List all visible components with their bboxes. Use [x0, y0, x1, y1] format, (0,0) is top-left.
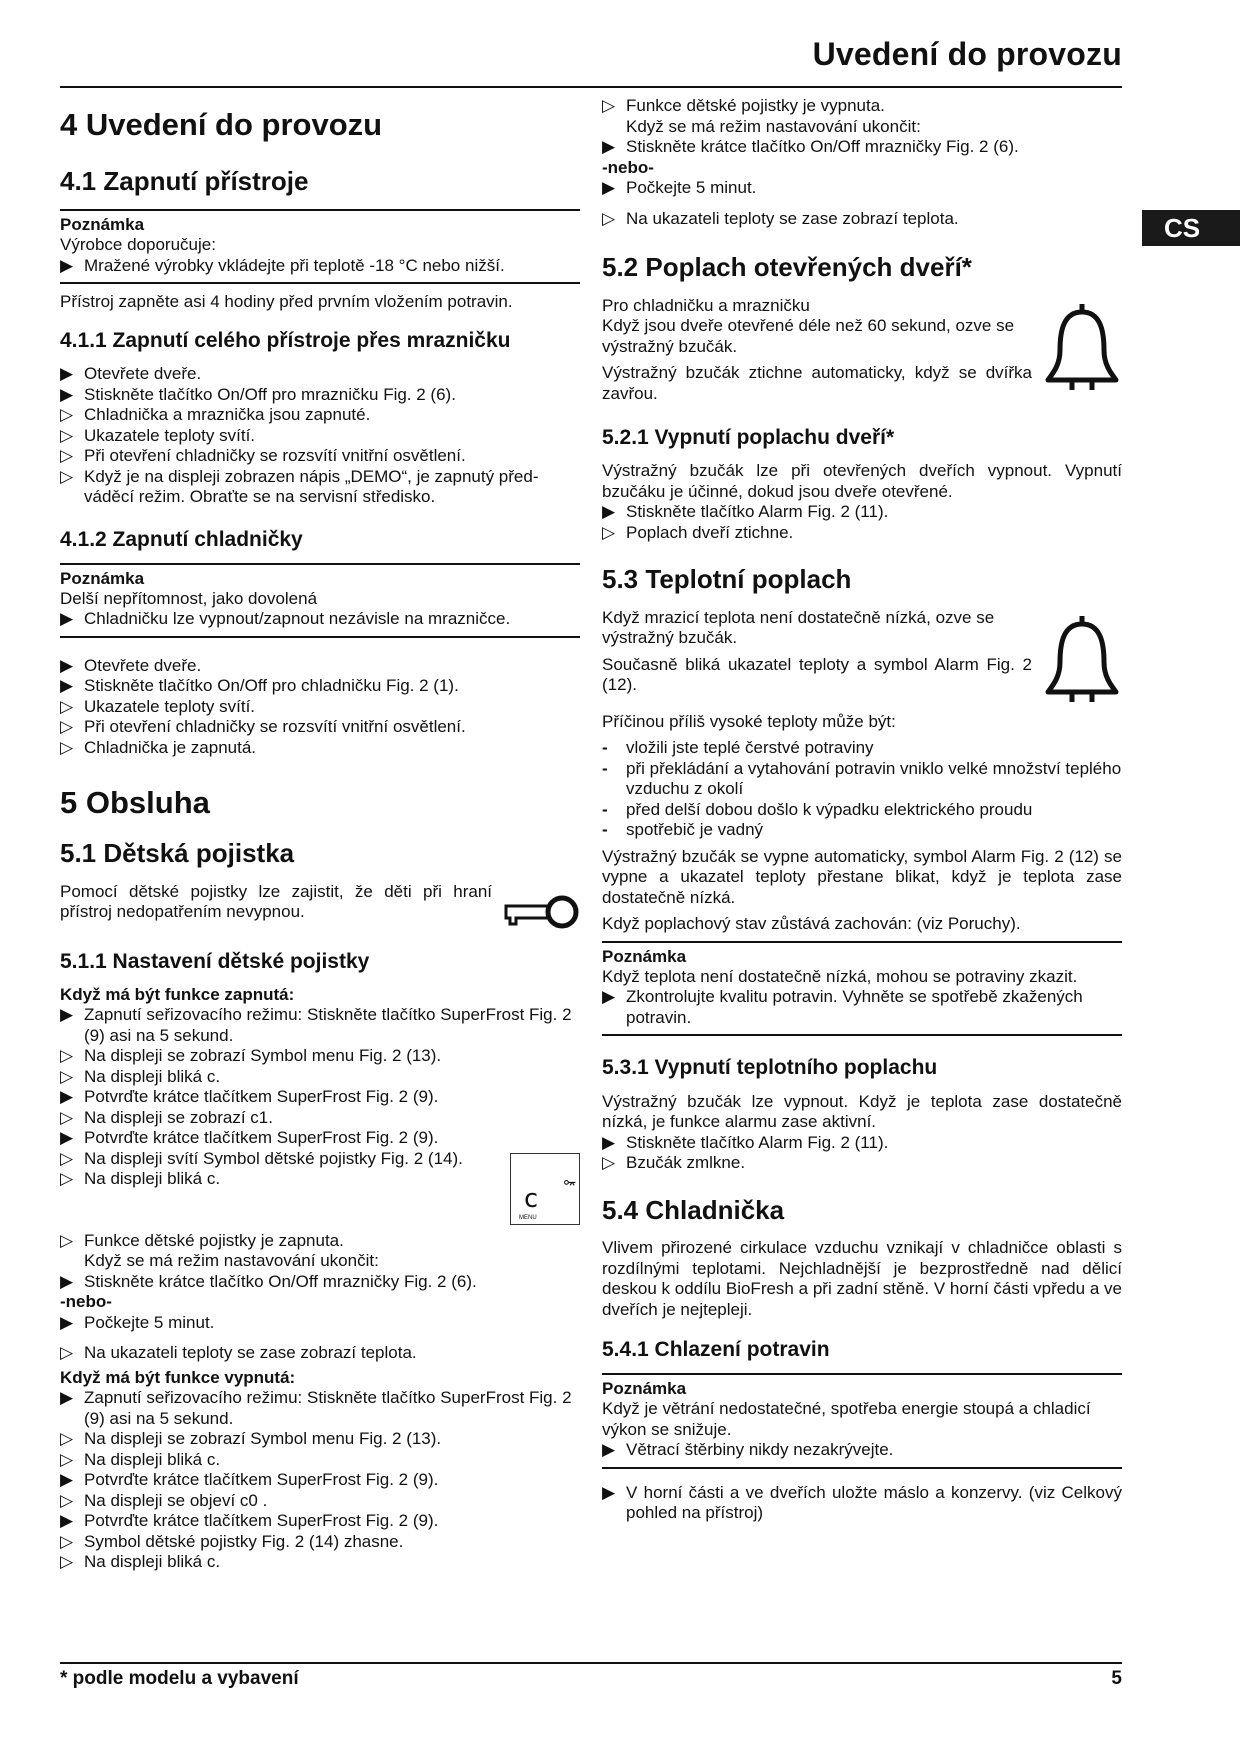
step-list [60, 364, 580, 508]
bell-icon [1042, 612, 1122, 708]
list-item-text: Otevřete dveře. [84, 364, 202, 384]
list-item [60, 1169, 500, 1190]
result-arrow-icon: ▷ [60, 1169, 74, 1189]
list-item-text: Na displeji svítí Symbol dětské pojistky Fig. 2 (14). [84, 1148, 463, 1168]
note-box [60, 209, 580, 284]
paragraph: Když se má režim nastavování ukončit: [84, 1251, 379, 1271]
list-item [60, 609, 580, 630]
list-item [60, 446, 580, 467]
action-arrow-icon: ▶ [60, 1312, 74, 1332]
step-list [60, 1313, 580, 1334]
list-item [602, 137, 1122, 158]
action-arrow-icon: ▶ [602, 178, 616, 197]
running-header-title: Uvedení do provozu [812, 36, 1122, 72]
action-arrow-icon: ▶ [602, 1482, 616, 1502]
result-arrow-icon: ▷ [60, 1531, 74, 1551]
section-5-2-1-title: 5.2.1 Vypnutí poplachu dveří* [602, 426, 895, 449]
list-item-text: Ukazatele teploty svítí. [84, 425, 256, 445]
list-item [60, 256, 580, 277]
result-arrow-icon: ▷ [60, 1343, 74, 1363]
list-item-text: Na displeji bliká c. [84, 1169, 221, 1189]
section-4-1-1-title: 4.1.1 Zapnutí celého přístroje přes mrazničku [60, 328, 511, 352]
step-list [602, 178, 1122, 199]
result-arrow-icon: ▷ [602, 522, 616, 542]
note-title: Poznámka [602, 946, 687, 966]
paragraph: Příčinou příliš vysoké teploty může být: [602, 711, 896, 731]
result-arrow-icon: ▷ [602, 96, 616, 115]
list-item-text: Stiskněte tlačítko Alarm Fig. 2 (11). [626, 1132, 889, 1152]
note-box [602, 941, 1122, 1037]
result-arrow-icon: ▷ [60, 1449, 74, 1469]
list-item [60, 656, 580, 677]
note-box [60, 563, 580, 638]
list-item [60, 1231, 580, 1252]
or-label: -nebo- [602, 157, 654, 177]
list-item-text: Chladnička je zapnutá. [84, 737, 257, 757]
key-icon [502, 892, 580, 932]
list-item-text: Počkejte 5 minut. [626, 178, 757, 197]
list-item-text: Na displeji se zobrazí c1. [84, 1107, 273, 1127]
action-arrow-icon: ▶ [60, 609, 74, 629]
list-item-text: Na displeji se objeví c0 . [84, 1490, 268, 1510]
list-item-text: Větrací štěrbiny nikdy nezakrývejte. [626, 1440, 894, 1460]
list-item [602, 1483, 1122, 1524]
action-arrow-icon: ▶ [602, 1440, 616, 1460]
list-item-text: Počkejte 5 minut. [84, 1312, 215, 1332]
note-box [602, 1373, 1122, 1469]
result-arrow-icon: ▷ [60, 737, 74, 757]
result-arrow-icon: ▷ [60, 425, 74, 445]
step-list [60, 1343, 580, 1364]
list-item [602, 800, 1122, 821]
note-text: Když je větrání nedostatečné, spotřeba energie stoupá a chladicí výkon se snižuje. [602, 1399, 1091, 1439]
note-title: Poznámka [602, 1379, 687, 1399]
section-5-3-1-title: 5.3.1 Vypnutí teplotního poplachu [602, 1056, 938, 1080]
step-list [60, 656, 580, 759]
list-item [60, 717, 580, 738]
footer-note: * podle modelu a vybavení [60, 1668, 299, 1689]
paragraph: Když poplachový stav zůstává zachován: (viz Poruchy). [602, 914, 1021, 934]
dash-bullet: - [602, 820, 608, 840]
language-tab: CS [1142, 210, 1240, 246]
action-arrow-icon: ▶ [60, 1511, 74, 1531]
list-item-text: Symbol dětské pojistky Fig. 2 (14) zhasne. [84, 1531, 404, 1551]
list-item [602, 209, 1122, 230]
action-arrow-icon: ▶ [60, 655, 74, 675]
paragraph: Když se má režim nastavování ukončit: [626, 116, 921, 136]
dash-bullet: - [602, 799, 608, 819]
result-arrow-icon: ▷ [602, 208, 616, 228]
paragraph: Výstražný bzučák lze vypnout. Když je teplota zase dostatečně nízká, je funkce alarmu zase aktivní. [602, 1091, 1122, 1132]
paragraph: Současně bliká ukazatel teploty a symbol Alarm Fig. 2 (12). [602, 654, 1032, 695]
list-item [60, 1149, 500, 1170]
note-text: Delší nepřítomnost, jako dovolená [60, 588, 318, 608]
list-item [602, 502, 1122, 523]
note-text: Výrobce doporučuje: [60, 235, 216, 255]
list-item [60, 1272, 580, 1293]
list-item-text: Na ukazateli teploty se zase zobrazí teplota. [84, 1343, 417, 1363]
list-item [60, 1470, 580, 1491]
list-item [60, 364, 580, 385]
list-item-text: Zapnutí seřizovacího režimu: Stiskněte tlačítko SuperFrost Fig. 2 (9) asi na 5 sekund. [84, 1388, 572, 1428]
result-arrow-icon: ▷ [60, 696, 74, 716]
result-arrow-icon: ▷ [60, 1490, 74, 1510]
section-5-1-title: 5.1 Dětská pojistka [60, 838, 295, 869]
action-arrow-icon: ▶ [60, 364, 74, 384]
paragraph: Výstražný bzučák lze při otevřených dveřích vypnout. Vypnutí bzučáku je účinné, dokud jsou dveře otevřené. [602, 461, 1122, 501]
action-arrow-icon: ▶ [60, 1271, 74, 1291]
section-4-1-2-title: 4.1.2 Zapnutí chladničky [60, 527, 303, 551]
paragraph: Výstražný bzučák se vypne automaticky, symbol Alarm Fig. 2 (12) se vypne a ukazatel teploty přestane blikat, když je teplota zase dostatečně nízká. [602, 846, 1122, 907]
list-item [602, 1153, 1122, 1174]
list-item [602, 1133, 1122, 1154]
result-arrow-icon: ▷ [60, 405, 74, 425]
list-item [60, 1532, 580, 1553]
section-5-3-title: 5.3 Teplotní poplach [602, 564, 852, 595]
list-item-text: Na displeji bliká c. [84, 1449, 221, 1469]
list-item [60, 1005, 580, 1046]
list-item [60, 1087, 580, 1108]
list-item-text: Potvrďte krátce tlačítkem SuperFrost Fig. 2 (9). [84, 1087, 439, 1107]
list-item [60, 1511, 580, 1532]
or-label: -nebo- [60, 1292, 112, 1312]
step-list [60, 1149, 500, 1190]
paragraph: Pomocí dětské pojistky lze zajistit, že děti při hraní přístroj nedopatřením nevypnou. [60, 881, 492, 922]
list-item-text: Potvrďte krátce tlačítkem SuperFrost Fig. 2 (9). [84, 1470, 439, 1490]
list-item-text: Otevřete dveře. [84, 655, 202, 675]
list-item-text: Na ukazateli teploty se zase zobrazí teplota. [626, 208, 959, 228]
list-item-text: při překládání a vytahování potravin vniklo velké množství teplého vzduchu z okolí [626, 758, 1122, 799]
list-item [602, 820, 1122, 841]
list-item-text: Ukazatele teploty svítí. [84, 696, 256, 716]
display-illustration [510, 1153, 580, 1225]
result-arrow-icon: ▷ [60, 1107, 74, 1127]
cause-list [602, 738, 1122, 841]
list-item-text: Poplach dveří ztichne. [626, 522, 794, 542]
result-arrow-icon: ▷ [60, 466, 74, 486]
note-title: Poznámka [60, 215, 145, 235]
result-arrow-icon: ▷ [60, 1066, 74, 1086]
list-item [60, 1552, 580, 1573]
list-item [60, 1313, 580, 1334]
list-item-text: Stiskněte tlačítko Alarm Fig. 2 (11). [626, 502, 889, 522]
list-item-text: Při otevření chladničky se rozsvítí vnitřní osvětlení. [84, 717, 466, 737]
list-item-text: Při otevření chladničky se rozsvítí vnitřní osvětlení. [84, 446, 466, 466]
list-item [602, 759, 1122, 800]
paragraph: Vlivem přirozené cirkulace vzduchu vznikají v chladničce oblasti s rozdílnými teplotami. Nejchladnější je bezprostředně nad dělicí deskou k oddílu BioFresh a při zadní stěně. V horní části vpředu a ve dveřích je nejtepleji. [602, 1238, 1122, 1319]
action-arrow-icon: ▶ [60, 676, 74, 696]
step-list [602, 1483, 1122, 1524]
list-item-text: Stiskněte tlačítko On/Off pro chladničku Fig. 2 (1). [84, 676, 459, 696]
list-item [60, 405, 580, 426]
step-list [602, 137, 1122, 158]
list-item-text: Na displeji se zobrazí Symbol menu Fig. 2 (13). [84, 1429, 442, 1449]
list-item [60, 1343, 580, 1364]
list-item-text: Potvrďte krátce tlačítkem SuperFrost Fig. 2 (9). [84, 1128, 439, 1148]
list-item-text: Na displeji se zobrazí Symbol menu Fig. 2 (13). [84, 1046, 442, 1066]
step-list [602, 502, 1122, 543]
list-item [60, 467, 580, 508]
result-arrow-icon: ▷ [60, 717, 74, 737]
list-item [602, 1440, 1122, 1461]
action-arrow-icon: ▶ [60, 384, 74, 404]
paragraph: Přístroj zapněte asi 4 hodiny před prvním vložením potravin. [60, 292, 513, 312]
bell-icon [1042, 300, 1122, 396]
result-arrow-icon: ▷ [60, 1552, 74, 1572]
page-number: 5 [1111, 1668, 1122, 1689]
list-item-text: Na displeji bliká c. [84, 1066, 221, 1086]
section-5-2-title: 5.2 Poplach otevřených dveří* [602, 252, 972, 282]
footer-rule [60, 1662, 1122, 1664]
section-5-1-1-title: 5.1.1 Nastavení dětské pojistky [60, 949, 370, 973]
list-item-text: Zkontrolujte kvalitu potravin. Vyhněte se spotřebě zkažených potravin. [626, 987, 1083, 1027]
note-text: Když teplota není dostatečně nízká, mohou se potraviny zkazit. [602, 966, 1078, 986]
list-item-text: Zapnutí seřizovacího režimu: Stiskněte tlačítko SuperFrost Fig. 2 (9) asi na 5 sekund. [84, 1005, 572, 1045]
section-5-title: 5 Obsluha [60, 785, 210, 821]
list-item [602, 96, 1122, 117]
step-list [60, 1005, 580, 1149]
list-item-text: Bzučák zmlkne. [626, 1153, 746, 1173]
list-item [602, 523, 1122, 544]
c-symbol: c [523, 1183, 539, 1214]
list-item-text: Stiskněte krátce tlačítko On/Off mrazničky Fig. 2 (6). [626, 137, 1019, 156]
step-list [602, 1133, 1122, 1174]
section-5-4-1-title: 5.4.1 Chlazení potravin [602, 1338, 830, 1362]
right-column [602, 96, 1122, 1524]
list-item-text: spotřebič je vadný [626, 820, 764, 840]
list-item-text: vložili jste teplé čerstvé potraviny [626, 738, 874, 758]
step-list [60, 1388, 580, 1573]
section-4-title: 4 Uvedení do provozu [60, 107, 383, 142]
lock-symbol: ⚷ [562, 1177, 579, 1188]
dash-bullet: - [602, 738, 608, 758]
list-item-text: Funkce dětské pojistky je zapnuta. [84, 1230, 344, 1250]
list-item-text: V horní části a ve dveřích uložte máslo a konzervy. (viz Celkový pohled na přístroj) [626, 1482, 1122, 1523]
paragraph: Když jsou dveře otevřené déle než 60 sekund, ozve se výstražný bzučák. [602, 316, 1015, 356]
paragraph: Výstražný bzučák ztichne automaticky, když se dvířka zavřou. [602, 363, 1032, 403]
list-item [602, 178, 1122, 199]
result-arrow-icon: ▷ [60, 446, 74, 466]
note-title: Poznámka [60, 568, 145, 588]
result-arrow-icon: ▷ [60, 1148, 74, 1168]
dash-bullet: - [602, 758, 608, 778]
list-item [60, 1429, 580, 1450]
list-item [60, 676, 580, 697]
list-item-text: Mražené výrobky vkládejte při teplotě -18 °C nebo nižší. [84, 255, 505, 275]
list-item [60, 738, 580, 759]
list-item [60, 1108, 580, 1129]
action-arrow-icon: ▶ [60, 1087, 74, 1107]
list-item [60, 385, 580, 406]
list-item [60, 1491, 580, 1512]
action-arrow-icon: ▶ [60, 1128, 74, 1148]
list-item [602, 738, 1122, 759]
list-item [60, 1046, 580, 1067]
list-item-text: Funkce dětské pojistky je vypnuta. [626, 96, 885, 115]
action-arrow-icon: ▶ [602, 137, 616, 156]
list-item [60, 1067, 580, 1088]
list-item [60, 1388, 580, 1429]
paragraph: Když mrazicí teplota není dostatečně nízká, ozve se výstražný bzučák. [602, 607, 995, 648]
list-item-text: Stiskněte krátce tlačítko On/Off mrazničky Fig. 2 (6). [84, 1271, 477, 1291]
list-item-text: Stiskněte tlačítko On/Off pro mrazničku Fig. 2 (6). [84, 384, 456, 404]
subheading: Když má být funkce zapnutá: [60, 984, 295, 1004]
subheading: Když má být funkce vypnutá: [60, 1367, 296, 1387]
list-item [60, 1128, 580, 1149]
section-4-1-title: 4.1 Zapnutí přístroje [60, 165, 309, 196]
result-arrow-icon: ▷ [602, 1153, 616, 1173]
list-item-text: Potvrďte krátce tlačítkem SuperFrost Fig. 2 (9). [84, 1511, 439, 1531]
list-item-text: Chladnička a mraznička jsou zapnuté. [84, 405, 371, 425]
action-arrow-icon: ▶ [602, 502, 616, 522]
list-item [602, 987, 1122, 1028]
left-column [60, 96, 580, 1573]
list-item [60, 1450, 580, 1471]
action-arrow-icon: ▶ [60, 1388, 74, 1408]
action-arrow-icon: ▶ [602, 987, 616, 1007]
action-arrow-icon: ▶ [60, 1470, 74, 1490]
action-arrow-icon: ▶ [60, 255, 74, 275]
list-item-text: Na displeji bliká c. [84, 1552, 221, 1572]
step-list [602, 209, 1122, 230]
result-arrow-icon: ▷ [60, 1046, 74, 1066]
paragraph: Pro chladničku a mrazničku [602, 295, 810, 315]
header-rule [60, 86, 1122, 88]
list-item [60, 697, 580, 718]
section-5-4-title: 5.4 Chladnička [602, 1194, 785, 1225]
menu-label: MENU [519, 1214, 537, 1221]
result-arrow-icon: ▷ [60, 1429, 74, 1449]
step-list [60, 1231, 580, 1252]
list-item-text: Když je na displeji zobrazen nápis „DEMO“, je zapnutý předváděcí režim. Obraťte se na servisní středisko. [84, 466, 539, 507]
list-item-text: před delší dobou došlo k výpadku elektrického proudu [626, 799, 1033, 819]
action-arrow-icon: ▶ [602, 1132, 616, 1152]
list-item-text: Chladničku lze vypnout/zapnout nezávisle na mrazničce. [84, 609, 511, 629]
step-list [60, 1272, 580, 1293]
list-item [60, 426, 580, 447]
step-list [602, 96, 1122, 117]
result-arrow-icon: ▷ [60, 1230, 74, 1250]
action-arrow-icon: ▶ [60, 1005, 74, 1025]
